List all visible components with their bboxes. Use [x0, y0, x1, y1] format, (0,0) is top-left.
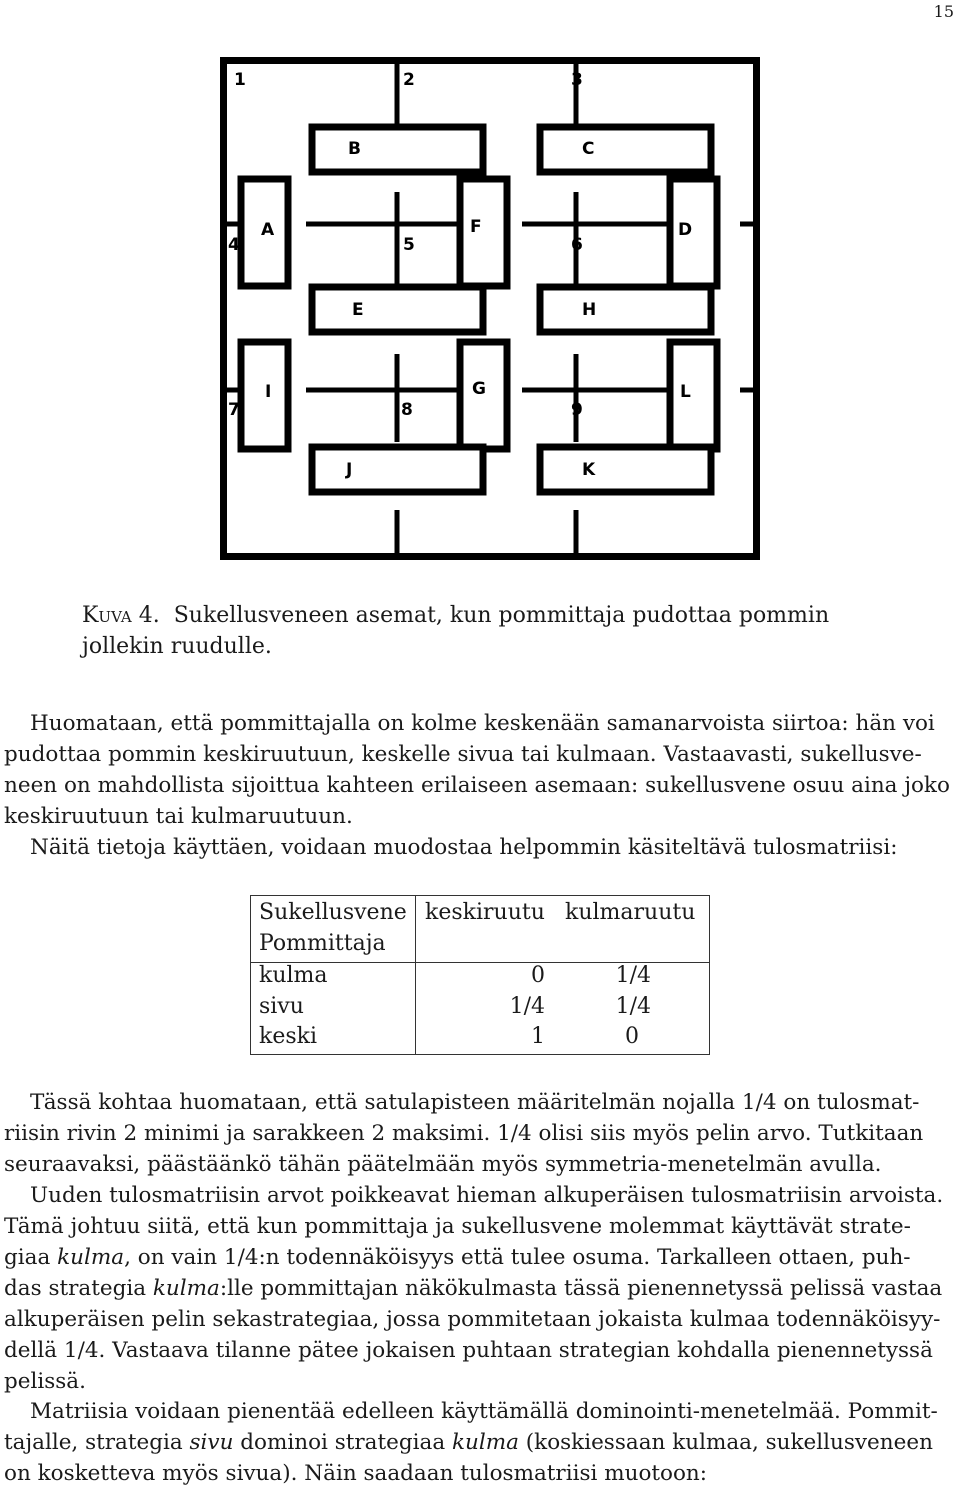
grid-diagram: [220, 57, 760, 560]
label-e: E: [352, 300, 364, 320]
submarine-c: [540, 127, 711, 172]
p4-line-3: giaa kulma, on vain 1/4:n todennäköisyys että tulee osuma. Tarkalleen ottaen, puh-: [4, 1245, 911, 1270]
p3-line-3: seuraavaksi, päästäänkö tähän päätelmään myös symmetria-menetelmän avulla.: [4, 1152, 882, 1177]
p2-line-1: Näitä tietoja käyttäen, voidaan muodostaa helpommin käsiteltävä tulosmatriisi:: [30, 835, 898, 860]
submarine-l: [670, 342, 717, 449]
submarine-k: [540, 447, 711, 492]
label-h: H: [582, 300, 597, 320]
cell-number-5: 5: [403, 235, 415, 255]
p4-line-6: dellä 1/4. Vastaava tilanne pätee jokaisen puhtaan strategian kohdalla pienennetyssä: [4, 1338, 933, 1363]
p5-line-3: on kosketteva myös sivua). Näin saadaan tulosmatriisi muotoon:: [4, 1461, 708, 1486]
matrix-cell-1-1: 0: [531, 963, 545, 988]
paragraph-5: [4, 1396, 958, 1489]
submarine-h: [540, 287, 711, 332]
submarine-grid-figure: [220, 57, 760, 560]
matrix-cell-2-2: 1/4: [615, 994, 651, 1019]
p4-line-2: Tämä johtuu siitä, että kun pommittaja ja sukellusvene molemmat käyttävät strate-: [4, 1214, 911, 1239]
matrix-vertical-rule: [415, 896, 416, 1054]
matrix-row-label-2: sivu: [259, 994, 304, 1019]
cell-number-1: 1: [234, 70, 246, 90]
matrix-row-label-3: keski: [259, 1024, 318, 1049]
submarine-b: [312, 127, 483, 172]
p4-line-5: alkuperäisen pelin sekastrategiaa, jossa pommitetaan jokaista kulmaa todennäköisyy-: [4, 1307, 941, 1332]
p3-line-1: Tässä kohtaa huomataan, että satulapisteen määritelmän nojalla 1/4 on tulosmat-: [30, 1090, 920, 1115]
submarine-e: [312, 287, 483, 332]
submarine-j: [312, 447, 483, 492]
matrix-corner-bottom: Pommittaja: [259, 931, 386, 956]
cell-number-9: 9: [571, 400, 583, 420]
paragraph-1: [4, 708, 958, 832]
paragraph-4: [4, 1180, 958, 1397]
label-a: A: [261, 220, 275, 240]
matrix-row-label-1: kulma: [259, 963, 328, 988]
cell-number-6: 6: [571, 235, 583, 255]
matrix-col-header-1: keskiruutu: [425, 900, 545, 925]
p1-line-1: Huomataan, että pommittajalla on kolme keskenään samanarvoista siirtoa: hän voi: [30, 711, 935, 736]
p1-line-4: keskiruutuun tai kulmaruutuun.: [4, 804, 353, 829]
label-i: I: [265, 382, 272, 402]
label-l: L: [680, 382, 691, 402]
cell-number-4: 4: [228, 235, 240, 255]
matrix-cell-3-1: 1: [531, 1024, 545, 1049]
matrix-cell-1-2: 1/4: [615, 963, 651, 988]
p4-line-1: Uuden tulosmatriisin arvot poikkeavat hieman alkuperäisen tulosmatriisin arvoista.: [30, 1183, 944, 1208]
paragraph-2: [4, 832, 958, 863]
p1-line-2: pudottaa pommin keskiruutuun, keskelle sivua tai kulmaan. Vastaavasti, sukellusve-: [4, 742, 922, 767]
p4-line-4: das strategia kulma:lle pommittajan näkökulmasta tässä pienennetyssä pelissä vastaa: [4, 1276, 943, 1301]
matrix-cell-3-2: 0: [625, 1024, 639, 1049]
cell-number-7: 7: [228, 400, 240, 420]
p5-line-2: tajalle, strategia sivu dominoi strategiaa kulma (koskiessaan kulmaa, sukellusveneen: [4, 1430, 933, 1455]
caption-line-1: Sukellusveneen asemat, kun pommittaja pudottaa pommin: [173, 603, 830, 628]
paragraph-3: [4, 1087, 958, 1180]
matrix-cell-2-1: 1/4: [509, 994, 545, 1019]
cell-number-8: 8: [401, 400, 413, 420]
label-k: K: [582, 460, 596, 480]
payoff-matrix: [250, 895, 710, 1055]
p3-line-2: riisin rivin 2 minimi ja sarakkeen 2 maksimi. 1/4 olisi siis myös pelin arvo. Tutkitaan: [4, 1121, 924, 1146]
figure-caption: [82, 600, 902, 662]
p1-line-3: neen on mahdollista sijoittua kahteen erilaiseen asemaan: sukellusvene osuu aina joko: [4, 773, 950, 798]
p4-line-7: pelissä.: [4, 1369, 86, 1394]
label-c: C: [582, 139, 595, 159]
page-number: 15: [933, 2, 954, 21]
label-f: F: [470, 217, 482, 237]
caption-label: Kuva 4.: [82, 603, 160, 628]
label-d: D: [678, 220, 693, 240]
caption-line-2: jollekin ruudulle.: [82, 634, 272, 659]
p5-line-1: Matriisia voidaan pienentää edelleen käyttämällä dominointi-menetelmää. Pommit-: [30, 1399, 938, 1424]
label-b: B: [348, 139, 361, 159]
matrix-corner-top: Sukellusvene: [259, 900, 407, 925]
label-j: J: [346, 460, 353, 480]
matrix-col-header-2: kulmaruutu: [565, 900, 696, 925]
cell-number-2: 2: [403, 70, 415, 90]
label-g: G: [472, 379, 486, 399]
cell-number-3: 3: [571, 70, 583, 90]
submarine-f: [460, 179, 507, 286]
